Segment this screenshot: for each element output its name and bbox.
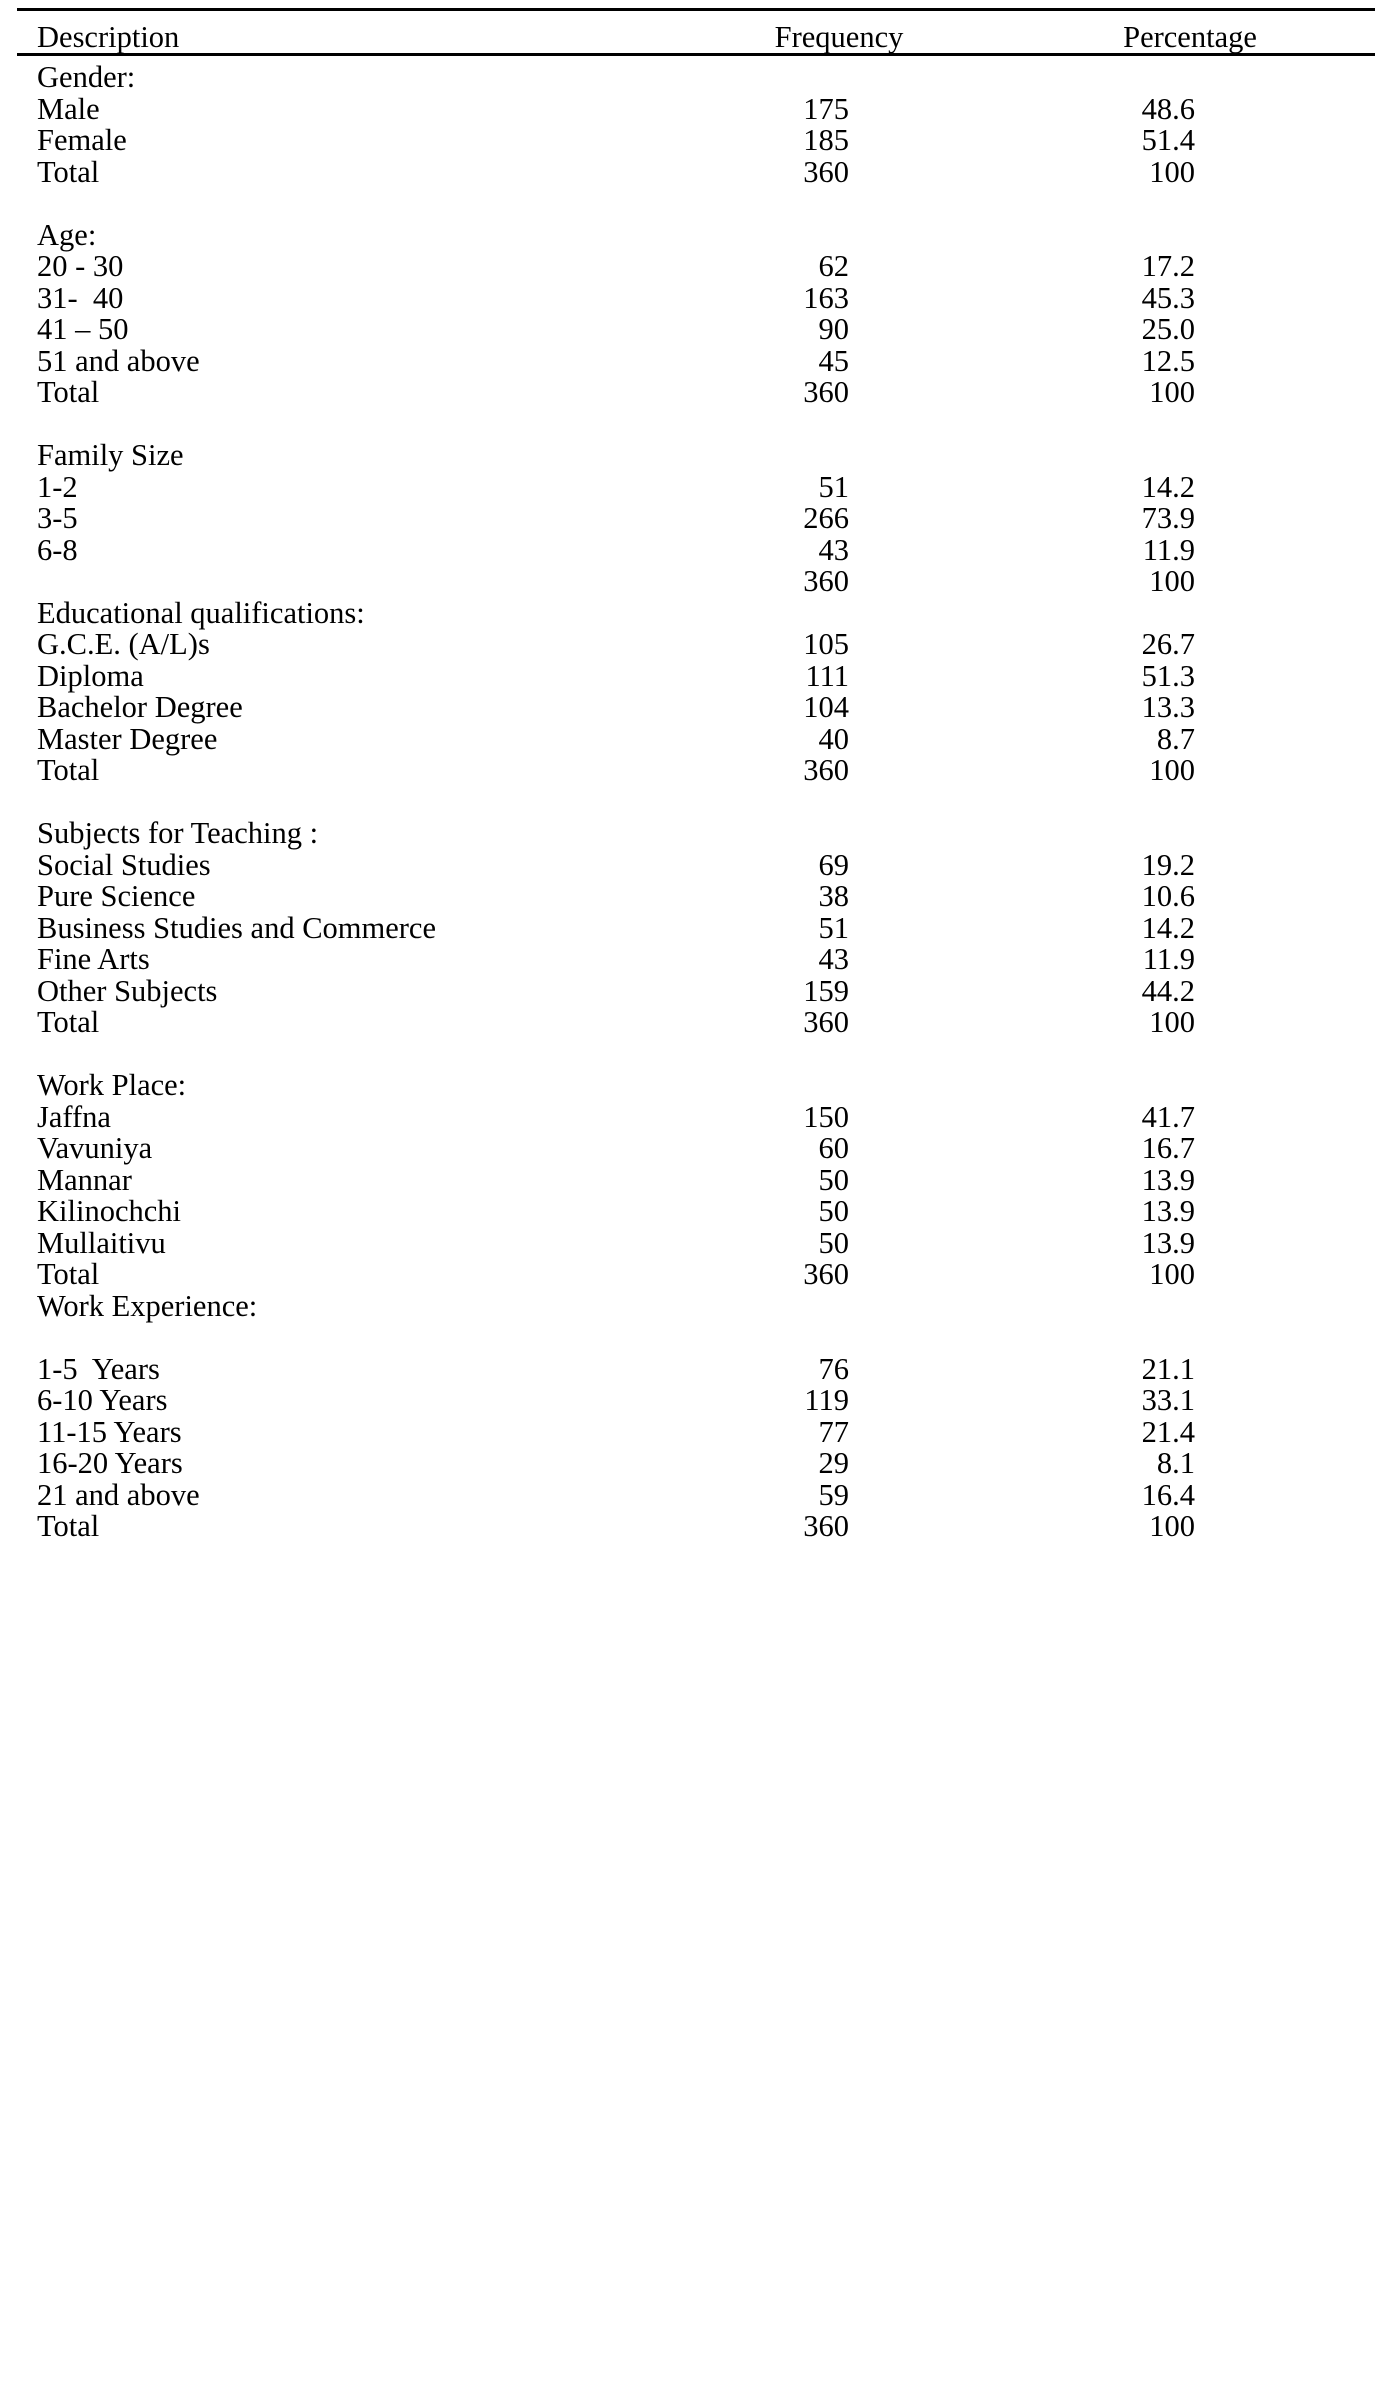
table-row	[17, 692, 1375, 724]
row-percentage	[1027, 598, 1375, 630]
row-percentage: 8.7	[1156, 721, 1195, 756]
table-row	[17, 661, 1375, 693]
row-frequency	[677, 1322, 1027, 1354]
row-percentage: 11.9	[1142, 942, 1195, 976]
row-section-label: Gender:	[37, 60, 136, 94]
table-row	[17, 440, 1375, 472]
row-percentage: 14.2	[1141, 469, 1195, 504]
row-description: 41 – 50	[37, 312, 129, 346]
row-percentage: 45.3	[1141, 280, 1195, 315]
row-percentage: 11.9	[1142, 532, 1195, 567]
table-row	[17, 1448, 1375, 1480]
row-percentage	[1027, 1070, 1375, 1102]
table-row	[17, 503, 1375, 535]
row-description: Mannar	[37, 1162, 132, 1197]
row-description: 1-5 Years	[37, 1351, 160, 1386]
row-frequency	[677, 55, 1027, 94]
row-frequency: 360	[803, 1509, 849, 1543]
row-percentage: 8.1	[1156, 1446, 1195, 1480]
table-row	[17, 629, 1375, 661]
table-row	[17, 1480, 1375, 1512]
table-row	[17, 535, 1375, 567]
row-section-label: Subjects for Teaching :	[37, 816, 319, 850]
row-percentage: 25.0	[1141, 312, 1195, 346]
row-percentage	[1027, 818, 1375, 850]
row-description: Fine Arts	[37, 942, 150, 976]
row-frequency: 360	[803, 1257, 849, 1291]
table-row	[17, 1007, 1375, 1039]
row-frequency: 60	[818, 1131, 849, 1165]
table-row	[17, 598, 1375, 630]
table-row	[17, 850, 1375, 882]
table-spacer-row	[17, 409, 1375, 441]
row-percentage	[1027, 188, 1375, 220]
row-frequency	[677, 188, 1027, 220]
row-percentage	[1027, 409, 1375, 441]
table-row	[17, 1102, 1375, 1134]
table-row	[17, 881, 1375, 913]
row-percentage: 51.4	[1141, 123, 1195, 157]
row-percentage	[1027, 220, 1375, 252]
row-frequency	[677, 1039, 1027, 1071]
row-frequency: 40	[818, 721, 849, 756]
row-description: Total	[37, 753, 100, 787]
table-row	[17, 377, 1375, 409]
row-description: Jaffna	[37, 1099, 111, 1134]
table-row	[17, 976, 1375, 1008]
row-description: Vavuniya	[37, 1131, 153, 1165]
table-row	[17, 220, 1375, 252]
row-percentage	[1027, 1322, 1375, 1354]
row-percentage: 13.9	[1141, 1225, 1195, 1260]
table-row	[17, 913, 1375, 945]
row-frequency: 360	[803, 1005, 849, 1039]
row-frequency: 69	[818, 847, 849, 882]
column-header-percentage: Percentage	[1027, 11, 1375, 55]
row-description: Pure Science	[37, 879, 196, 913]
row-frequency: 90	[818, 312, 849, 346]
row-frequency: 175	[803, 91, 849, 126]
row-percentage: 73.9	[1141, 501, 1195, 535]
table-body	[17, 55, 1375, 1543]
row-description: Bachelor Degree	[37, 690, 243, 724]
row-frequency: 51	[818, 469, 849, 504]
row-frequency: 163	[803, 280, 849, 315]
row-description	[17, 1322, 677, 1354]
table-spacer-row	[17, 1039, 1375, 1071]
row-percentage: 14.2	[1141, 910, 1195, 945]
row-description: G.C.E. (A/L)s	[37, 627, 210, 661]
row-frequency	[677, 598, 1027, 630]
row-frequency: 43	[818, 942, 849, 976]
row-description: Business Studies and Commerce	[37, 910, 437, 945]
row-frequency	[677, 440, 1027, 472]
row-description: Total	[37, 154, 100, 189]
row-section-label: Educational qualifications:	[37, 595, 365, 630]
row-frequency	[677, 1070, 1027, 1102]
row-percentage: 33.1	[1141, 1383, 1195, 1417]
table-row	[17, 1259, 1375, 1291]
table-row	[17, 724, 1375, 756]
row-percentage: 100	[1149, 753, 1195, 787]
row-description: Social Studies	[37, 847, 211, 882]
row-description: 51 and above	[37, 343, 200, 378]
row-frequency: 111	[805, 658, 849, 693]
row-section-label: Family Size	[37, 438, 184, 472]
table-row	[17, 755, 1375, 787]
row-description: Other Subjects	[37, 973, 218, 1008]
row-frequency: 38	[818, 879, 849, 913]
demographic-frequency-table	[17, 8, 1375, 1543]
table-spacer-row	[17, 1322, 1375, 1354]
row-frequency	[677, 818, 1027, 850]
table-row	[17, 1133, 1375, 1165]
row-frequency: 62	[818, 249, 849, 283]
row-percentage: 100	[1149, 154, 1195, 189]
row-percentage: 100	[1149, 1005, 1195, 1039]
row-percentage: 44.2	[1141, 973, 1195, 1008]
table-row	[17, 55, 1375, 94]
row-percentage: 21.1	[1141, 1351, 1195, 1386]
row-frequency: 150	[803, 1099, 849, 1134]
row-percentage: 13.9	[1141, 1162, 1195, 1197]
row-frequency: 104	[803, 690, 849, 724]
table-row	[17, 472, 1375, 504]
row-frequency: 360	[803, 753, 849, 787]
row-percentage: 51.3	[1141, 658, 1195, 693]
row-description: Total	[37, 1257, 100, 1291]
row-description	[17, 409, 677, 441]
row-section-label: Work Experience:	[37, 1288, 258, 1323]
row-description: Mullaitivu	[37, 1225, 166, 1260]
row-description: Total	[37, 1005, 100, 1039]
row-description: 16-20 Years	[37, 1446, 183, 1480]
row-percentage	[1027, 787, 1375, 819]
table-row	[17, 251, 1375, 283]
row-description: Male	[37, 91, 100, 126]
column-header-frequency: Frequency	[677, 11, 1027, 55]
row-description	[17, 566, 677, 598]
row-percentage	[1027, 1039, 1375, 1071]
row-percentage: 48.6	[1141, 91, 1195, 126]
row-description: Total	[37, 1509, 100, 1543]
row-percentage: 26.7	[1141, 627, 1195, 661]
table-row	[17, 1417, 1375, 1449]
row-description: Total	[37, 375, 100, 409]
row-frequency: 50	[818, 1225, 849, 1260]
table-row	[17, 283, 1375, 315]
row-frequency: 360	[803, 154, 849, 189]
row-section-label: Age:	[37, 217, 97, 252]
row-percentage: 16.7	[1141, 1131, 1195, 1165]
row-frequency	[677, 220, 1027, 252]
table-header-row	[17, 11, 1375, 55]
table-spacer-row	[17, 188, 1375, 220]
row-description: 11-15 Years	[37, 1414, 182, 1449]
table-row	[17, 1354, 1375, 1386]
row-percentage: 16.4	[1141, 1477, 1195, 1512]
row-percentage: 19.2	[1141, 847, 1195, 882]
row-percentage: 17.2	[1141, 249, 1195, 283]
row-frequency: 76	[818, 1351, 849, 1386]
table-row	[17, 944, 1375, 976]
table-row	[17, 314, 1375, 346]
table-row	[17, 818, 1375, 850]
row-description: Diploma	[37, 658, 144, 693]
row-description	[17, 1039, 677, 1071]
row-frequency: 185	[803, 123, 849, 157]
table-row	[17, 346, 1375, 378]
row-description: Kilinochchi	[37, 1194, 181, 1228]
row-frequency: 77	[818, 1414, 849, 1449]
row-section-label: Work Place:	[37, 1068, 187, 1102]
row-percentage: 13.3	[1141, 690, 1195, 724]
table-row	[17, 157, 1375, 189]
row-percentage: 100	[1149, 1509, 1195, 1543]
row-description: 21 and above	[37, 1477, 200, 1512]
row-percentage: 12.5	[1141, 343, 1195, 378]
row-frequency: 45	[818, 343, 849, 378]
row-frequency	[677, 409, 1027, 441]
row-percentage	[1027, 440, 1375, 472]
row-frequency	[677, 1291, 1027, 1323]
table-row	[17, 1165, 1375, 1197]
row-description: 3-5	[37, 501, 78, 535]
table-row	[17, 1228, 1375, 1260]
row-description	[17, 787, 677, 819]
row-frequency: 43	[818, 532, 849, 567]
row-percentage: 100	[1149, 375, 1195, 409]
table-row	[17, 1196, 1375, 1228]
row-frequency	[677, 787, 1027, 819]
row-percentage: 13.9	[1141, 1194, 1195, 1228]
row-frequency: 29	[818, 1446, 849, 1480]
row-percentage: 100	[1149, 564, 1195, 598]
row-percentage: 21.4	[1141, 1414, 1195, 1449]
row-percentage: 100	[1149, 1257, 1195, 1291]
row-frequency: 266	[803, 501, 849, 535]
row-frequency: 119	[804, 1383, 849, 1417]
row-description: 6-8	[37, 532, 78, 567]
table-row	[17, 94, 1375, 126]
row-description: 20 - 30	[37, 249, 124, 283]
row-percentage	[1027, 1291, 1375, 1323]
table-row	[17, 1385, 1375, 1417]
column-header-description: Description	[17, 11, 677, 55]
row-description: 1-2	[37, 469, 78, 504]
row-frequency: 105	[803, 627, 849, 661]
row-frequency: 50	[818, 1162, 849, 1197]
row-percentage: 10.6	[1141, 879, 1195, 913]
row-description: 31- 40	[37, 280, 124, 315]
table-row	[17, 1291, 1375, 1323]
row-percentage	[1027, 55, 1375, 94]
row-percentage: 41.7	[1141, 1099, 1195, 1134]
row-frequency: 360	[803, 564, 849, 598]
row-frequency: 50	[818, 1194, 849, 1228]
row-description: Master Degree	[37, 721, 218, 756]
table-row	[17, 125, 1375, 157]
row-frequency: 360	[803, 375, 849, 409]
row-description: 6-10 Years	[37, 1383, 168, 1417]
row-frequency: 59	[818, 1477, 849, 1512]
table-row	[17, 566, 1375, 598]
row-description	[17, 188, 677, 220]
table-row	[17, 1511, 1375, 1543]
row-frequency: 51	[818, 910, 849, 945]
row-description: Female	[37, 123, 127, 157]
table-header	[17, 10, 1375, 55]
row-frequency: 159	[803, 973, 849, 1008]
table-row	[17, 1070, 1375, 1102]
table-spacer-row	[17, 787, 1375, 819]
